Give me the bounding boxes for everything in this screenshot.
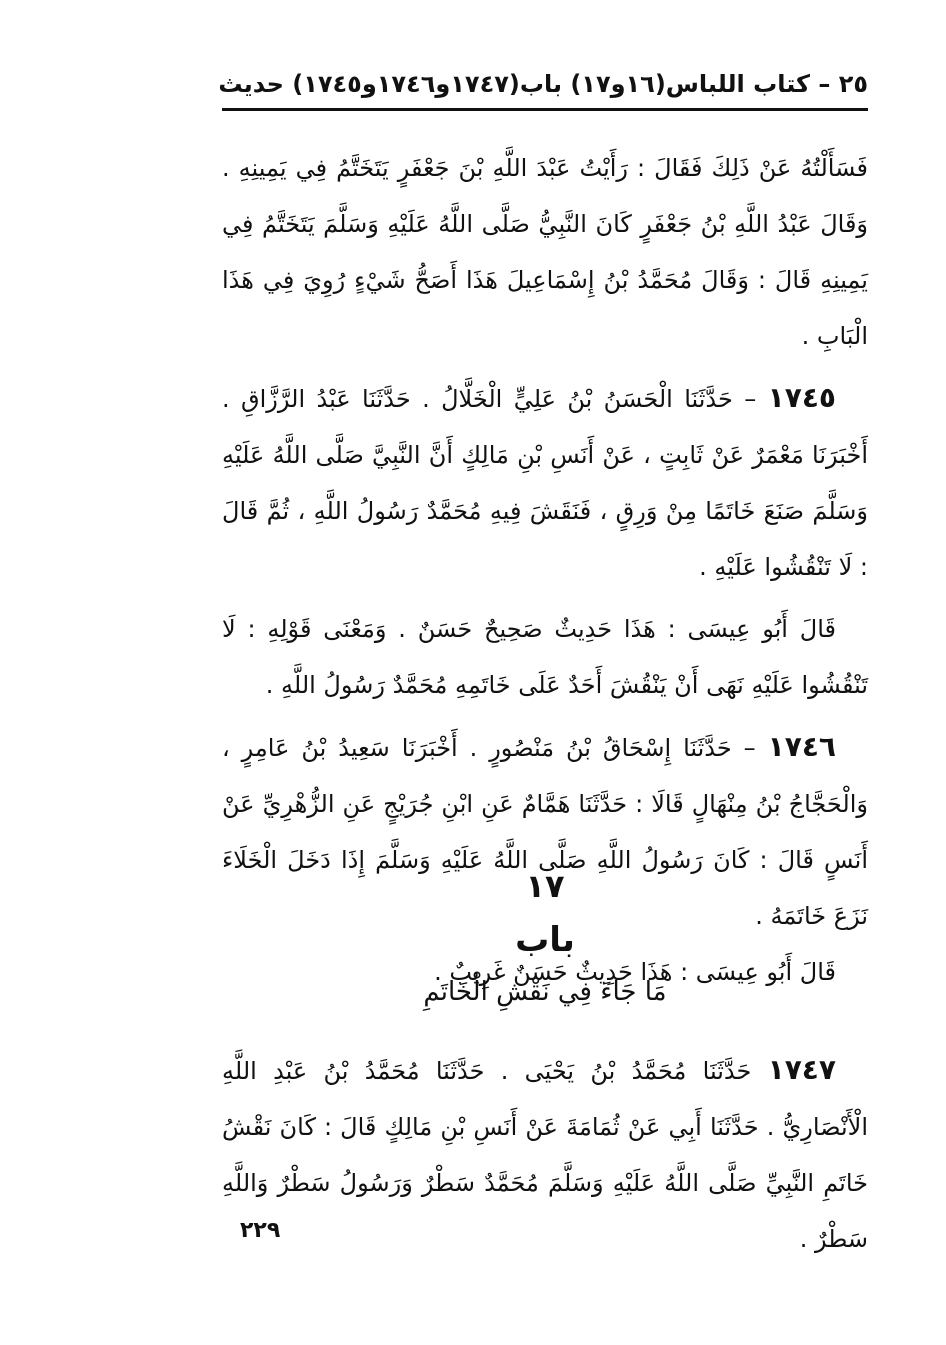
chapter-heading [222, 860, 868, 1016]
chapter-number: ١٧ [525, 867, 565, 905]
hadith-number-1746: ١٧٤٦ [767, 730, 836, 763]
abu-isa-comment-2: قَالَ أَبُو عِيسَى : هَذَا حَدِيثٌ حَسَنٌ غَرِيبٌ . [434, 958, 836, 986]
hadith-text-1746: – حَدَّثَنَا إِسْحَاقُ بْنُ مَنْصُورٍ . أَخْبَرَنَا سَعِيدُ بْنُ عَامِرٍ ، وَالْحَجَّاجُ بْنُ مِنْهَالٍ قَالَا : حَدَّثَنَا هَمَّامٌ عَنِ ابْنِ جُرَيْجٍ عَنِ الزُّهْرِيِّ عَنْ أَنَسٍ قَالَ : كَانَ رَسُولُ اللَّهِ صَلَّى اللَّهُ عَلَيْهِ وَسَلَّمَ إِذَا دَخَلَ الْخَلَاءَ نَزَعَ خَاتَمَهُ . [222, 734, 868, 930]
page-number: ٢٢٩ [240, 1218, 281, 1243]
hadith-1745 [222, 370, 868, 595]
header-chapter-range: (١٦و١٧) باب [519, 70, 666, 98]
header-hadith-range: (١٧٤٧و١٧٤٦و١٧٤٥) حديث [218, 70, 520, 98]
hadith-text-1745: – حَدَّثَنَا الْحَسَنُ بْنُ عَلِيٍّ الْخَلَّالُ . حَدَّثَنَا عَبْدُ الرَّزَّاقِ . أَخْبَرَنَا مَعْمَرٌ عَنْ ثَابِتٍ ، عَنْ أَنَسِ بْنِ مَالِكٍ أَنَّ النَّبِيَّ صَلَّى اللَّهُ عَلَيْهِ وَسَلَّمَ صَنَعَ خَاتَمًا مِنْ وَرِقٍ ، فَنَقَشَ فِيهِ مُحَمَّدٌ رَسُولُ اللَّهِ ، ثُمَّ قَالَ : لَا تَنْقُشُوا عَلَيْهِ . [222, 385, 868, 581]
hadith-1747 [222, 1042, 868, 1267]
hadith-number-1747: ١٧٤٧ [767, 1053, 836, 1086]
header-book-title: ٢٥ – كتاب اللباس [665, 70, 868, 98]
hadith-text-1747: حَدَّثَنَا مُحَمَّدُ بْنُ يَحْيَى . حَدَّثَنَا مُحَمَّدُ بْنُ عَبْدِ اللَّهِ الْأَنْصَارِيُّ . حَدَّثَنَا أَبِي عَنْ ثُمَامَةَ عَنْ أَنَسِ بْنِ مَالِكٍ قَالَ : كَانَ نَقْشُ خَاتَمِ النَّبِيِّ صَلَّى اللَّهُ عَلَيْهِ وَسَلَّمَ مُحَمَّدٌ سَطْرٌ وَرَسُولُ سَطْرٌ وَاللَّهِ سَطْرٌ . [222, 1057, 868, 1253]
abu-isa-comment-1: قَالَ أَبُو عِيسَى : هَذَا حَدِيثٌ صَحِيحٌ حَسَنٌ . وَمَعْنَى قَوْلِهِ : لَا تَنْقُشُوا عَلَيْهِ نَهَى أَنْ يَنْقُشَ أَحَدٌ عَلَى خَاتَمِهِ مُحَمَّدٌ رَسُولُ اللَّهِ . [222, 615, 868, 699]
main-text-2 [222, 1042, 868, 1267]
chapter-title: مَا جَاءَ فِي نَقْشِ الْخَاتَمِ [423, 977, 667, 1007]
header-rule [222, 108, 868, 111]
chapter-bab-label: باب [515, 920, 575, 960]
hadith-number-1745: ١٧٤٥ [767, 381, 836, 414]
paragraph-continuation: فَسَأَلْتُهُ عَنْ ذَلِكَ فَقَالَ : رَأَيْتُ عَبْدَ اللَّهِ بْنَ جَعْفَرٍ يَتَخَتَّمُ فِي يَمِينِهِ . وَقَالَ عَبْدُ اللَّهِ بْنُ جَعْفَرٍ كَانَ النَّبِيُّ صَلَّى اللَّهُ عَلَيْهِ وَسَلَّمَ يَتَخَتَّمُ فِي يَمِينِهِ قَالَ : وَقَالَ مُحَمَّدُ بْنُ إِسْمَاعِيلَ هَذَا أَصَحُّ شَيْءٍ رُوِيَ فِي هَذَا الْبَابِ . [222, 154, 868, 350]
running-header [218, 62, 868, 106]
